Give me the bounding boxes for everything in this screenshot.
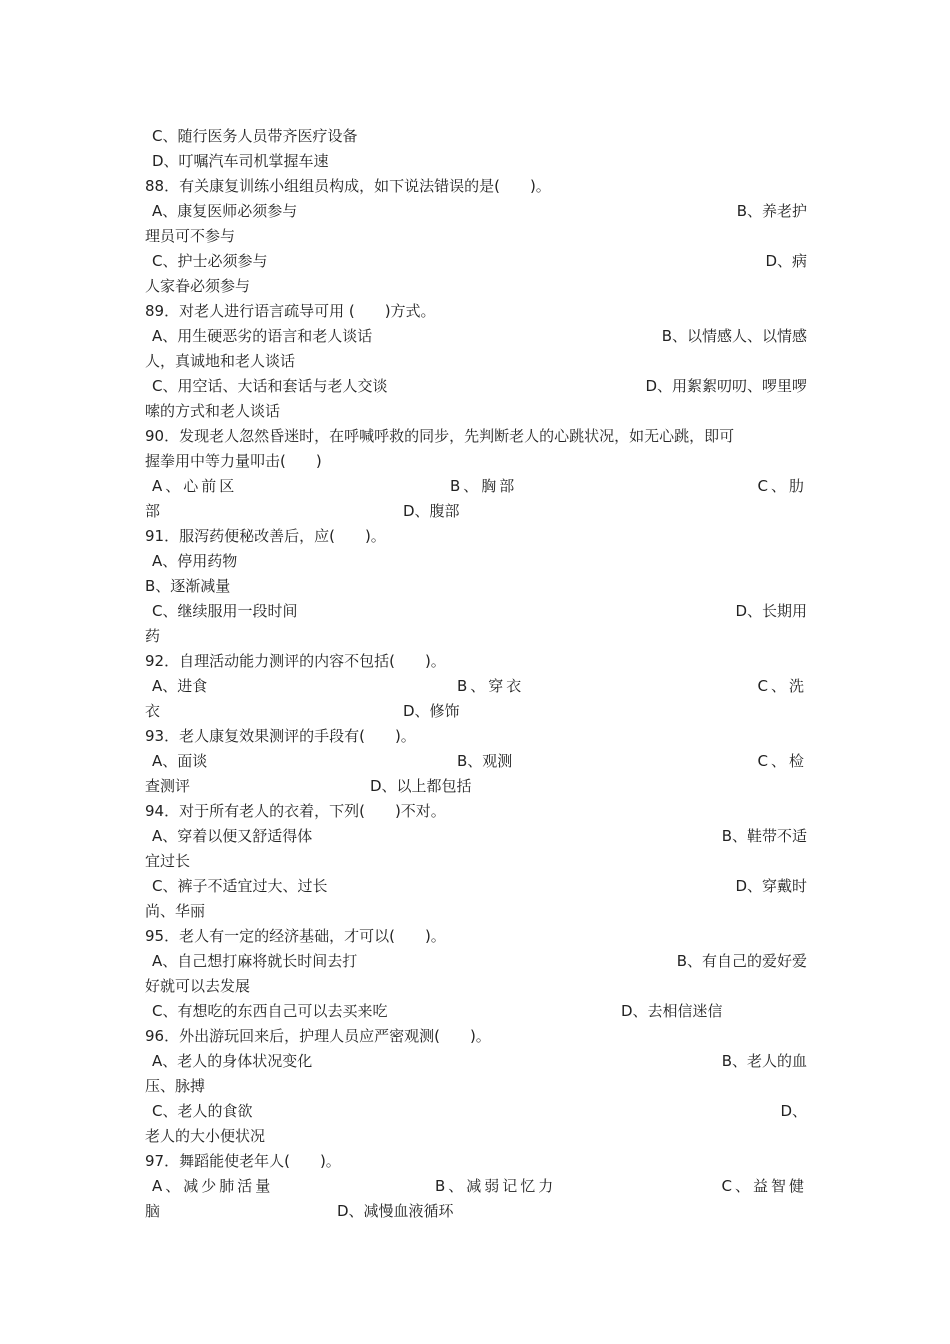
option-d: D、腹部 [403, 502, 460, 520]
option-a: A、减少肺活量 [152, 1177, 274, 1195]
options-row [145, 1199, 807, 1224]
options-row [145, 324, 807, 349]
option-b: B、减弱记忆力 [435, 1177, 557, 1195]
option-b: B、以情感人、以情感 [661, 327, 807, 345]
options-row [145, 374, 807, 399]
option-c: C、继续服用一段时间 [152, 602, 298, 620]
option-c: C、裤子不适宜过大、过长 [152, 877, 328, 895]
option-a: A、康复医师必须参与 [152, 202, 298, 220]
options-row [145, 499, 807, 524]
option-continuation: 好就可以去发展 [145, 977, 251, 995]
option-b: B、养老护 [736, 202, 807, 220]
question-92: 92．自理活动能力测评的内容不包括( )。 [145, 652, 446, 670]
option-d: D、叮嘱汽车司机掌握车速 [152, 152, 329, 170]
options-row [145, 824, 807, 849]
option-d: D、去相信迷信 [621, 1002, 723, 1020]
question-89: 89．对老人进行语言疏导可用 ( )方式。 [145, 302, 436, 320]
options-row [145, 474, 807, 499]
question-95: 95．老人有一定的经济基础，才可以( )。 [145, 927, 446, 945]
options-row [145, 774, 807, 799]
option-d: D、穿戴时 [735, 877, 807, 895]
option-b: B、老人的血 [721, 1052, 807, 1070]
option-a: A、用生硬恶劣的语言和老人谈话 [152, 327, 373, 345]
option-line [145, 124, 807, 149]
options-row [145, 999, 807, 1024]
option-continuation: 药 [145, 627, 161, 645]
option-a: A、进食 [152, 677, 208, 695]
options-row [145, 949, 807, 974]
option-c: C、肋 [757, 477, 807, 495]
option-d: D、修饰 [403, 702, 460, 720]
option-b: B、鞋带不适 [721, 827, 807, 845]
option-line [145, 549, 807, 574]
option-a: A、老人的身体状况变化 [152, 1052, 313, 1070]
option-a: A、停用药物 [152, 552, 238, 570]
option-c: C、有想吃的东西自己可以去买来吃 [152, 1002, 388, 1020]
option-c: C、老人的食欲 [152, 1102, 253, 1120]
question-96: 96．外出游玩回来后，护理人员应严密观测( )。 [145, 1027, 491, 1045]
options-row [145, 699, 807, 724]
option-line [145, 149, 807, 174]
option-continuation: 理员可不参与 [145, 227, 236, 245]
question-90: 90．发现老人忽然昏迷时，在呼喊呼救的同步，先判断老人的心跳状况，如无心跳，即可 [145, 427, 735, 445]
question-88: 88．有关康复训练小组组员构成，如下说法错误的是( )。 [145, 177, 551, 195]
option-continuation: 老人的大小便状况 [145, 1127, 266, 1145]
option-continuation: 人家眷必须参与 [145, 277, 251, 295]
option-b: B、观测 [457, 752, 513, 770]
option-c: C、检 [757, 752, 807, 770]
option-d: D、用絮絮叨叨、啰里啰 [645, 377, 807, 395]
option-c: C、护士必须参与 [152, 252, 268, 270]
options-row [145, 749, 807, 774]
option-a: A、面谈 [152, 752, 208, 770]
option-continuation: 脑 [145, 1202, 161, 1220]
options-row [145, 599, 807, 624]
question-93: 93．老人康复效果测评的手段有( )。 [145, 727, 416, 745]
option-continuation: 衣 [145, 702, 161, 720]
option-continuation: 压、脉搏 [145, 1077, 206, 1095]
options-row [145, 199, 807, 224]
option-a: A、心前区 [152, 477, 238, 495]
question-91: 91．服泻药便秘改善后，应( )。 [145, 527, 386, 545]
options-row [145, 249, 807, 274]
question-97: 97．舞蹈能使老年人( )。 [145, 1152, 341, 1170]
option-continuation: 查测评 [145, 777, 191, 795]
option-b: B、有自己的爱好爱 [676, 952, 807, 970]
options-row [145, 1099, 807, 1124]
option-d: D、以上都包括 [370, 777, 472, 795]
options-row [145, 1049, 807, 1074]
option-d: D、长期用 [735, 602, 807, 620]
option-c: C、用空话、大话和套话与老人交谈 [152, 377, 388, 395]
option-continuation: 人，真诚地和老人谈话 [145, 352, 296, 370]
options-row [145, 674, 807, 699]
option-continuation: 宜过长 [145, 852, 191, 870]
question-90-continuation: 握拳用中等力量叩击( ) [145, 452, 322, 470]
option-c: C、益智健 [721, 1177, 807, 1195]
options-row [145, 1174, 807, 1199]
option-continuation: 嗦的方式和老人谈话 [145, 402, 281, 420]
option-a: A、自己想打麻将就长时间去打 [152, 952, 358, 970]
options-row [145, 874, 807, 899]
option-continuation: 部 [145, 502, 161, 520]
option-d: D、病 [765, 252, 807, 270]
option-c: C、随行医务人员带齐医疗设备 [152, 127, 358, 145]
option-c: C、洗 [757, 677, 807, 695]
option-d: D、 [780, 1102, 807, 1120]
option-b: B、穿衣 [457, 677, 525, 695]
option-b: B、胸部 [450, 477, 518, 495]
option-continuation: 尚、华丽 [145, 902, 206, 920]
option-b: B、逐渐减量 [145, 577, 231, 595]
question-94: 94．对于所有老人的衣着，下列( )不对。 [145, 802, 446, 820]
option-d: D、减慢血液循环 [337, 1202, 454, 1220]
option-a: A、穿着以便又舒适得体 [152, 827, 313, 845]
